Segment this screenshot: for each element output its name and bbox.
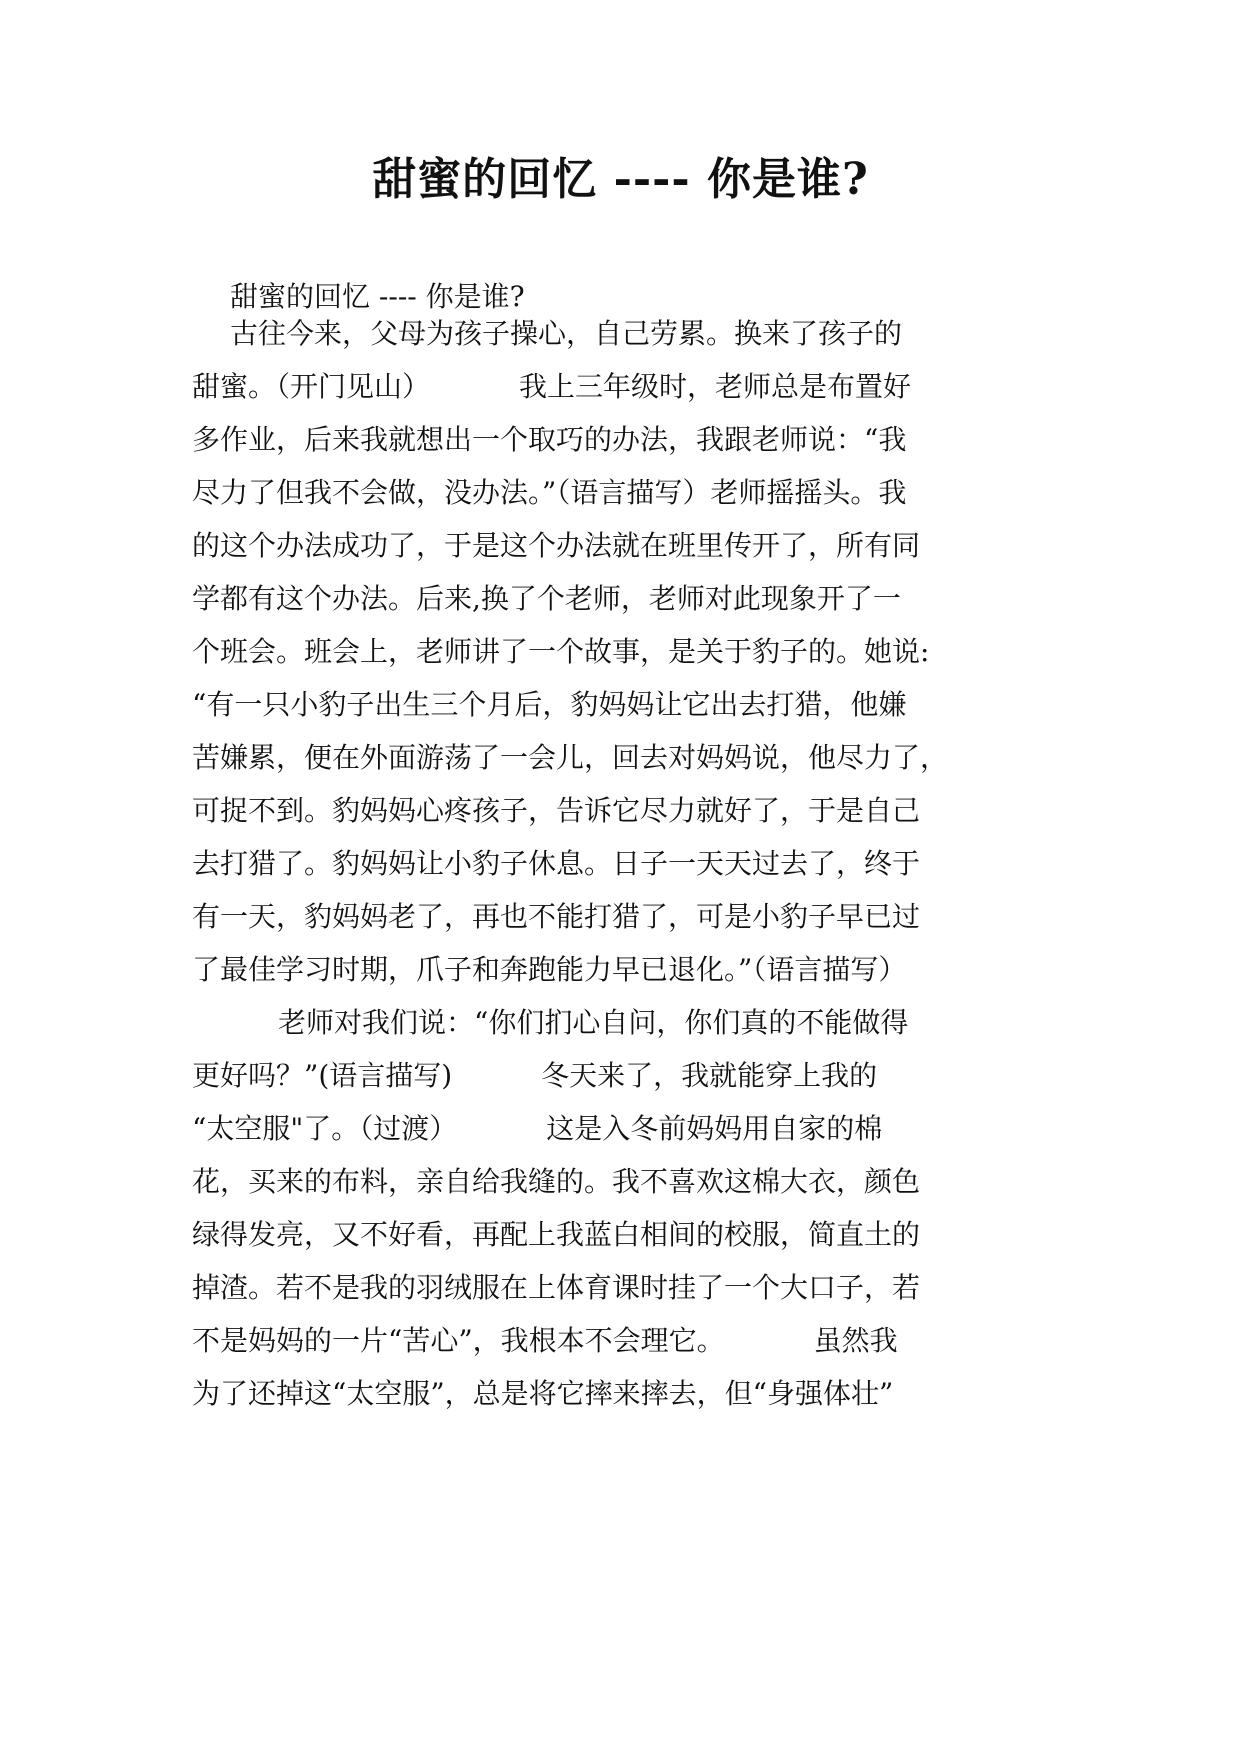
paragraph-line-18: 花，买来的布料，亲自给我缝的。我不喜欢这棉大衣，颜色: [192, 1165, 921, 1198]
paragraph-line-14: 了最佳学习时期，爪子和奔跑能力早已退化。”（语言描写）: [192, 953, 907, 986]
paragraph-line-22: 为了还掉这“太空服”，总是将它摔来摔去，但“身强体壮”: [192, 1377, 894, 1410]
paragraph-line-12: 去打猎了。豹妈妈让小豹子休息。日子一天天过去了，终于: [192, 847, 921, 880]
paragraph-line-19: 绿得发亮，又不好看，再配上我蓝白相间的校服，简直土的: [192, 1218, 921, 1251]
paragraph-line-6: 的这个办法成功了，于是这个办法就在班里传开了，所有同: [192, 529, 921, 562]
paragraph-line-5: 尽力了但我不会做，没办法。”（语言描写）老师摇摇头。我: [192, 476, 907, 509]
paragraph-line-15: 老师对我们说：“你们扪心自问，你们真的不能做得: [278, 1006, 909, 1039]
paragraph-line-2: 古往今来，父母为孩子操心，自己劳累。换来了孩子的: [230, 317, 903, 350]
paragraph-line-4: 多作业，后来我就想出一个取巧的办法，我跟老师说：“我: [192, 423, 907, 456]
paragraph-line-21: 不是妈妈的一片“苦心”，我根本不会理它。 虽然我: [192, 1324, 898, 1357]
paragraph-line-3: 甜蜜。（开门见山） 我上三年级时，老师总是布置好: [192, 370, 912, 403]
paragraph-line-9: “有一只小豹子出生三个月后，豹妈妈让它出去打猎，他嫌: [192, 688, 907, 721]
paragraph-line-7: 学都有这个办法。后来,换了个老师，老师对此现象开了一: [192, 582, 901, 615]
paragraph-line-10: 苦嫌累，便在外面游荡了一会儿，回去对妈妈说，他尽力了，: [192, 741, 949, 774]
paragraph-line-16: 更好吗？”(语言描写) 冬天来了，我就能穿上我的: [192, 1059, 878, 1092]
paragraph-line-17: “太空服"了。（过渡） 这是入冬前妈妈用自家的棉: [192, 1112, 883, 1145]
paragraph-line-1: 甜蜜的回忆 ---- 你是谁?: [230, 280, 525, 313]
document-title: 甜蜜的回忆 ---- 你是谁?: [372, 154, 869, 205]
paragraph-line-20: 掉渣。若不是我的羽绒服在上体育课时挂了一个大口子，若: [192, 1271, 921, 1304]
paragraph-line-13: 有一天，豹妈妈老了，再也不能打猎了，可是小豹子早已过: [192, 900, 921, 933]
paragraph-line-11: 可捉不到。豹妈妈心疼孩子，告诉它尽力就好了，于是自己: [192, 794, 921, 827]
paragraph-line-8: 个班会。班会上，老师讲了一个故事，是关于豹子的。她说:: [192, 635, 930, 668]
